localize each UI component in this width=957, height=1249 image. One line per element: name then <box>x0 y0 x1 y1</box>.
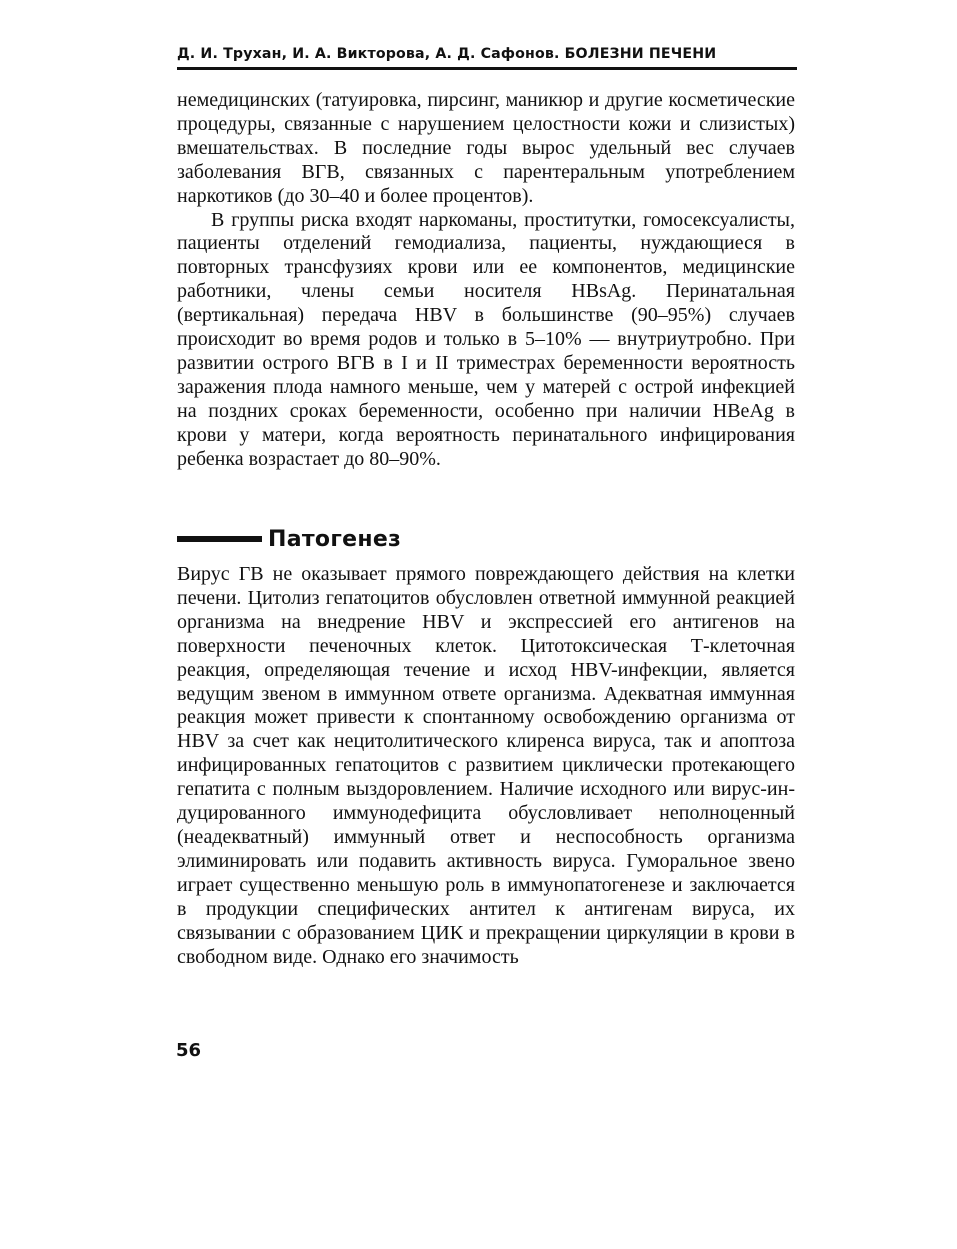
heading-bar <box>177 536 262 542</box>
paragraph: В группы риска входят наркоманы, проститутки, гомосексуалисты, пациенты отделений гемодиализа, пациенты, нуждающиеся в повторных трансфузиях крови или ее компонентов, медицинские работники, члены семьи носителя HBsAg. Перинатальная (вертикальная) передача HBV в большинстве (90–95%) случаев происходит во время родов и только в 5–10% — внутриутробно. При развитии острого ВГВ в I и II триместрах беременности вероятность заражения плода намного меньше, чем у матерей с острой инфекцией на поздних сроках беременности, особенно при наличии HBeAg в крови у матери, когда вероятность перинатального инфицирования ребенка возрастает до 80–90%. <box>177 208 795 470</box>
paragraph: немедицинских (татуировка, пирсинг, маникюр и другие косметические процедуры, связанные с нарушением целостности кожи и слизистых) вмешательствах. В последние годы вырос удельный вес случаев заболевания ВГВ, связанных с парентеральным употреблением наркотиков (до 30–40 и более процентов). <box>177 89 795 207</box>
header-rule <box>177 67 797 70</box>
body-text-top <box>177 89 795 472</box>
body-text-section <box>177 563 795 969</box>
section-title: Патогенез <box>268 526 402 552</box>
section-heading <box>177 522 401 556</box>
paragraph: Вирус ГВ не оказывает прямого повреждающего действия на клетки печени. Цитолиз гепатоцитов обусловлен ответной иммунной реакцией организма на внедрение HBV и экспрессией его антигенов на поверхности печеночных клеток. Цитотоксическая Т-клеточная реакция, определяющая течение и исход HBV-инфекции, является ведущим звеном в иммунном ответе организма. Адекватная иммунная реакция может привести к спонтанному освобождению организма от HBV за счет как нецитолитического клиренса вируса, так и апоптоза инфицированных гепатоцитов с развитием циклически протекающего гепатита с полным выздоровлением. Наличие исходного или вирус-индуцированного иммунодефицита обусловливает неполноценный (неадекватный) иммунный ответ и неспособность организма элиминировать или подавить активность вируса. Гуморальное звено играет существенно меньшую роль в иммунопатогенезе и заключается в продукции специфических антител к антигенам вируса, их связывании с образованием ЦИК и прекращении циркуляции в крови в свободном виде. Однако его значимость <box>177 563 795 968</box>
page-number: 56 <box>176 1040 202 1061</box>
running-head: Д. И. Трухан, И. А. Викторова, А. Д. Сафонов. БОЛЕЗНИ ПЕЧЕНИ <box>177 46 717 62</box>
